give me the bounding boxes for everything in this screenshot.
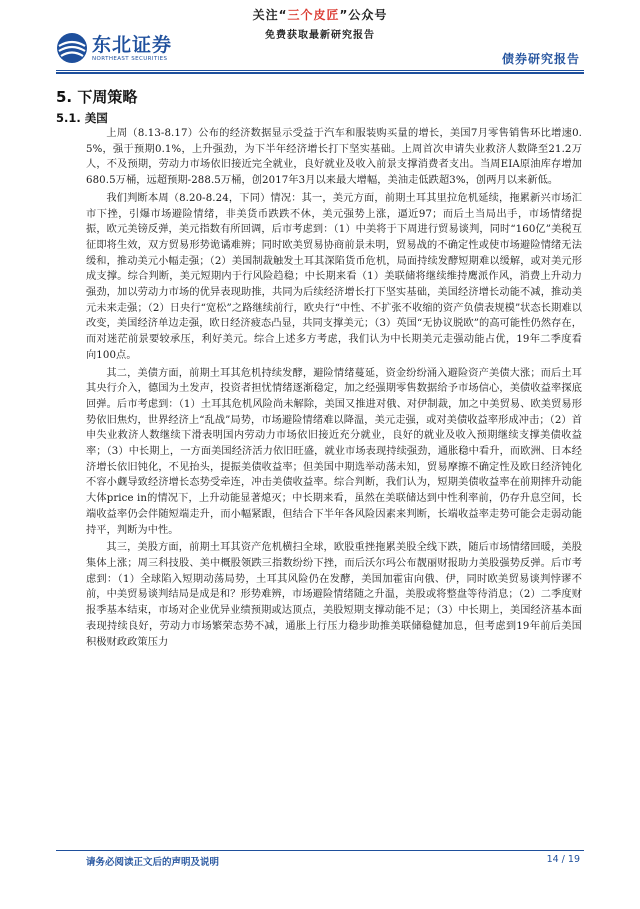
watermark-text-b: ”公众号 [339, 8, 388, 22]
logo-english: NORTHEAST SECURITIES [92, 55, 168, 62]
body-content [86, 126, 582, 652]
footer-disclaimer: 请务必阅读正文后的声明及说明 [86, 857, 220, 868]
logo-globe-icon [56, 32, 88, 64]
watermark-text-a: 关注“ [252, 8, 288, 22]
page-number: 14 / 19 [546, 854, 580, 865]
watermark-line1 [0, 6, 640, 23]
footer-divider [56, 850, 584, 851]
company-logo [56, 32, 172, 64]
paragraph: 其三，美股方面，前期土耳其资产危机横扫全球，欧股重挫拖累美股全线下跌，随后市场情绪回暖，美股集体上涨；周三科技股、美中概股领跌三指数纷纷下挫，而后沃尔玛公布靓丽财报助力美股强势反弹。后市考虑到：（1）全球陷入短期动荡局势，土耳其风险仍在发酵，美国加霍宙向俄、伊，同时欧美贸易谈判悖谬不前，中美贸易谈判结局是成是和？形势难辨，市场避险情绪随之升温，美股或将整盘等待消息；（2）二季度财报季基本结束，市场对企业优异业绩预期或达顶点，美股短期支撑动能不足；（3）中长期上，美国经济基本面表现持续良好，劳动力市场繁荣态势不减，通胀上行压力稳步助推美联储稳健加息，但考虑到19年前后美国积极财政政策压力 [86, 542, 582, 648]
watermark-line2: 免费获取最新研究报告 [265, 30, 375, 41]
watermark-accent: 三个皮匠 [287, 8, 340, 22]
paragraph: 上周（8.13-8.17）公布的经济数据显示受益于汽车和服装购买量的增长，美国7月零售销售环比增速0.5%，强于预期0.1%，上升强劲，为下半年经济增长打下坚实基础。上周首次申请失业救济人数降至21.2万人，不及预期，劳动力市场依旧接近完全就业，良好就业及收入前景支撑消费者支出。当周EIA原油库存增加680.5万桶，远超预期-288.5万桶，创2017年3月以来最大增幅，美油走低跌超3%，创两月以来新低。 [86, 128, 582, 187]
report-type: 债券研究报告 [501, 52, 580, 66]
section-title: 5. 下周策略 [56, 88, 138, 106]
paragraph: 其二，美债方面，前期土耳其危机持续发酵，避险情绪蔓延，资金纷纷涌入避险资产美债大涨；而后土耳其央行介入，德国为土发声，投资者担忧情绪逐渐稳定，加之经强期零售数据给予市场信心，美债收益率探底回弹。后市考虑到：（1）土耳其危机风险尚未解除，美国又推进对俄、对伊制裁，加之中美贸易、欧美贸易形势依旧焦灼，世界经济上“乱战”局势，市场避险情绪难以降温，美元走强，或对美债收益率形成冲击；（2）首申失业救济人数继续下滑表明国内劳动力市场依旧接近充分就业，良好的就业及收入预期继续支撑美债收益率；（3）中长期上，一方面美国经济活力依旧旺盛，就业市场表现持续强劲，通胀稳中看升，而欧洲、日本经济增长依旧钝化，不见抬头，提振美债收益率；但美国中期选举动荡未知，贸易摩擦不确定性及欧日经济钝化不容小觑导致经济增长态势受牵连，冲击美债收益率。综合判断，我们认为，短期美债收益率在前期摔升动能大体price in的情况下，上升动能显著熄灭；中长期来看，虽然在美联储达到中性利率前，仍存升息空间，长端收益率仍会伴随短端走升，而小幅紧跟，但结合下半年各风险因素来判断，长端收益率走势可能会走弱动能持平，判断为中性。 [86, 367, 582, 536]
logo-chinese: 东北证券 [92, 33, 173, 56]
paragraph: 我们判断本周（8.20-8.24，下同）情况：其一，美元方面，前期土耳其里拉危机延续，拖累新兴市场汇市下挫，引爆市场避险情绪，非美货币跌跌不休，美元强势上涨，逼近97；而后土当局出手，市场情绪提振，欧元美镑反弹，美元指数有所回调，后市考虑到：（1）中美将于下周进行贸易谈判，同时“160亿”美税互征即将生效，双方贸易形势诡谲难辨；同时欧美贸易协商前景未明，贸易战的不确定性或使市场避险情绪无法缓和，推动美元小幅走强；（2）美国制裁触发土耳其深陷货币危机，局面持续发酵短期难以缓解，或对美元形成支撑。综合判断，美元短期内于行风险趋稳；中长期来看（1）美联储将继续维持鹰派作风，消费上升动力强劲，加以劳动力市场的优异表现助推，共同为后续经济增长打下坚实基础，美国经济增长动能不减，推动美元未来走强；（2）日央行“宽松”之路继续前行，欧央行“中性、不扩张不收缩的资产负债表规模”状态长期难以改变，美国经济单边走强，欧日经济疲态凸显，共同支撑美元；（3）英国“无协议脱欧”的高可能性仍然存在，而对迷茫前景要较承压，利好美元。综合上述多方考虑，我们认为中长期美元走强动能占优，19年二季度看向100点。 [86, 192, 582, 361]
subsection-title: 5.1. 美国 [56, 111, 108, 125]
header-divider [56, 70, 584, 71]
header-divider-thick [56, 72, 584, 74]
